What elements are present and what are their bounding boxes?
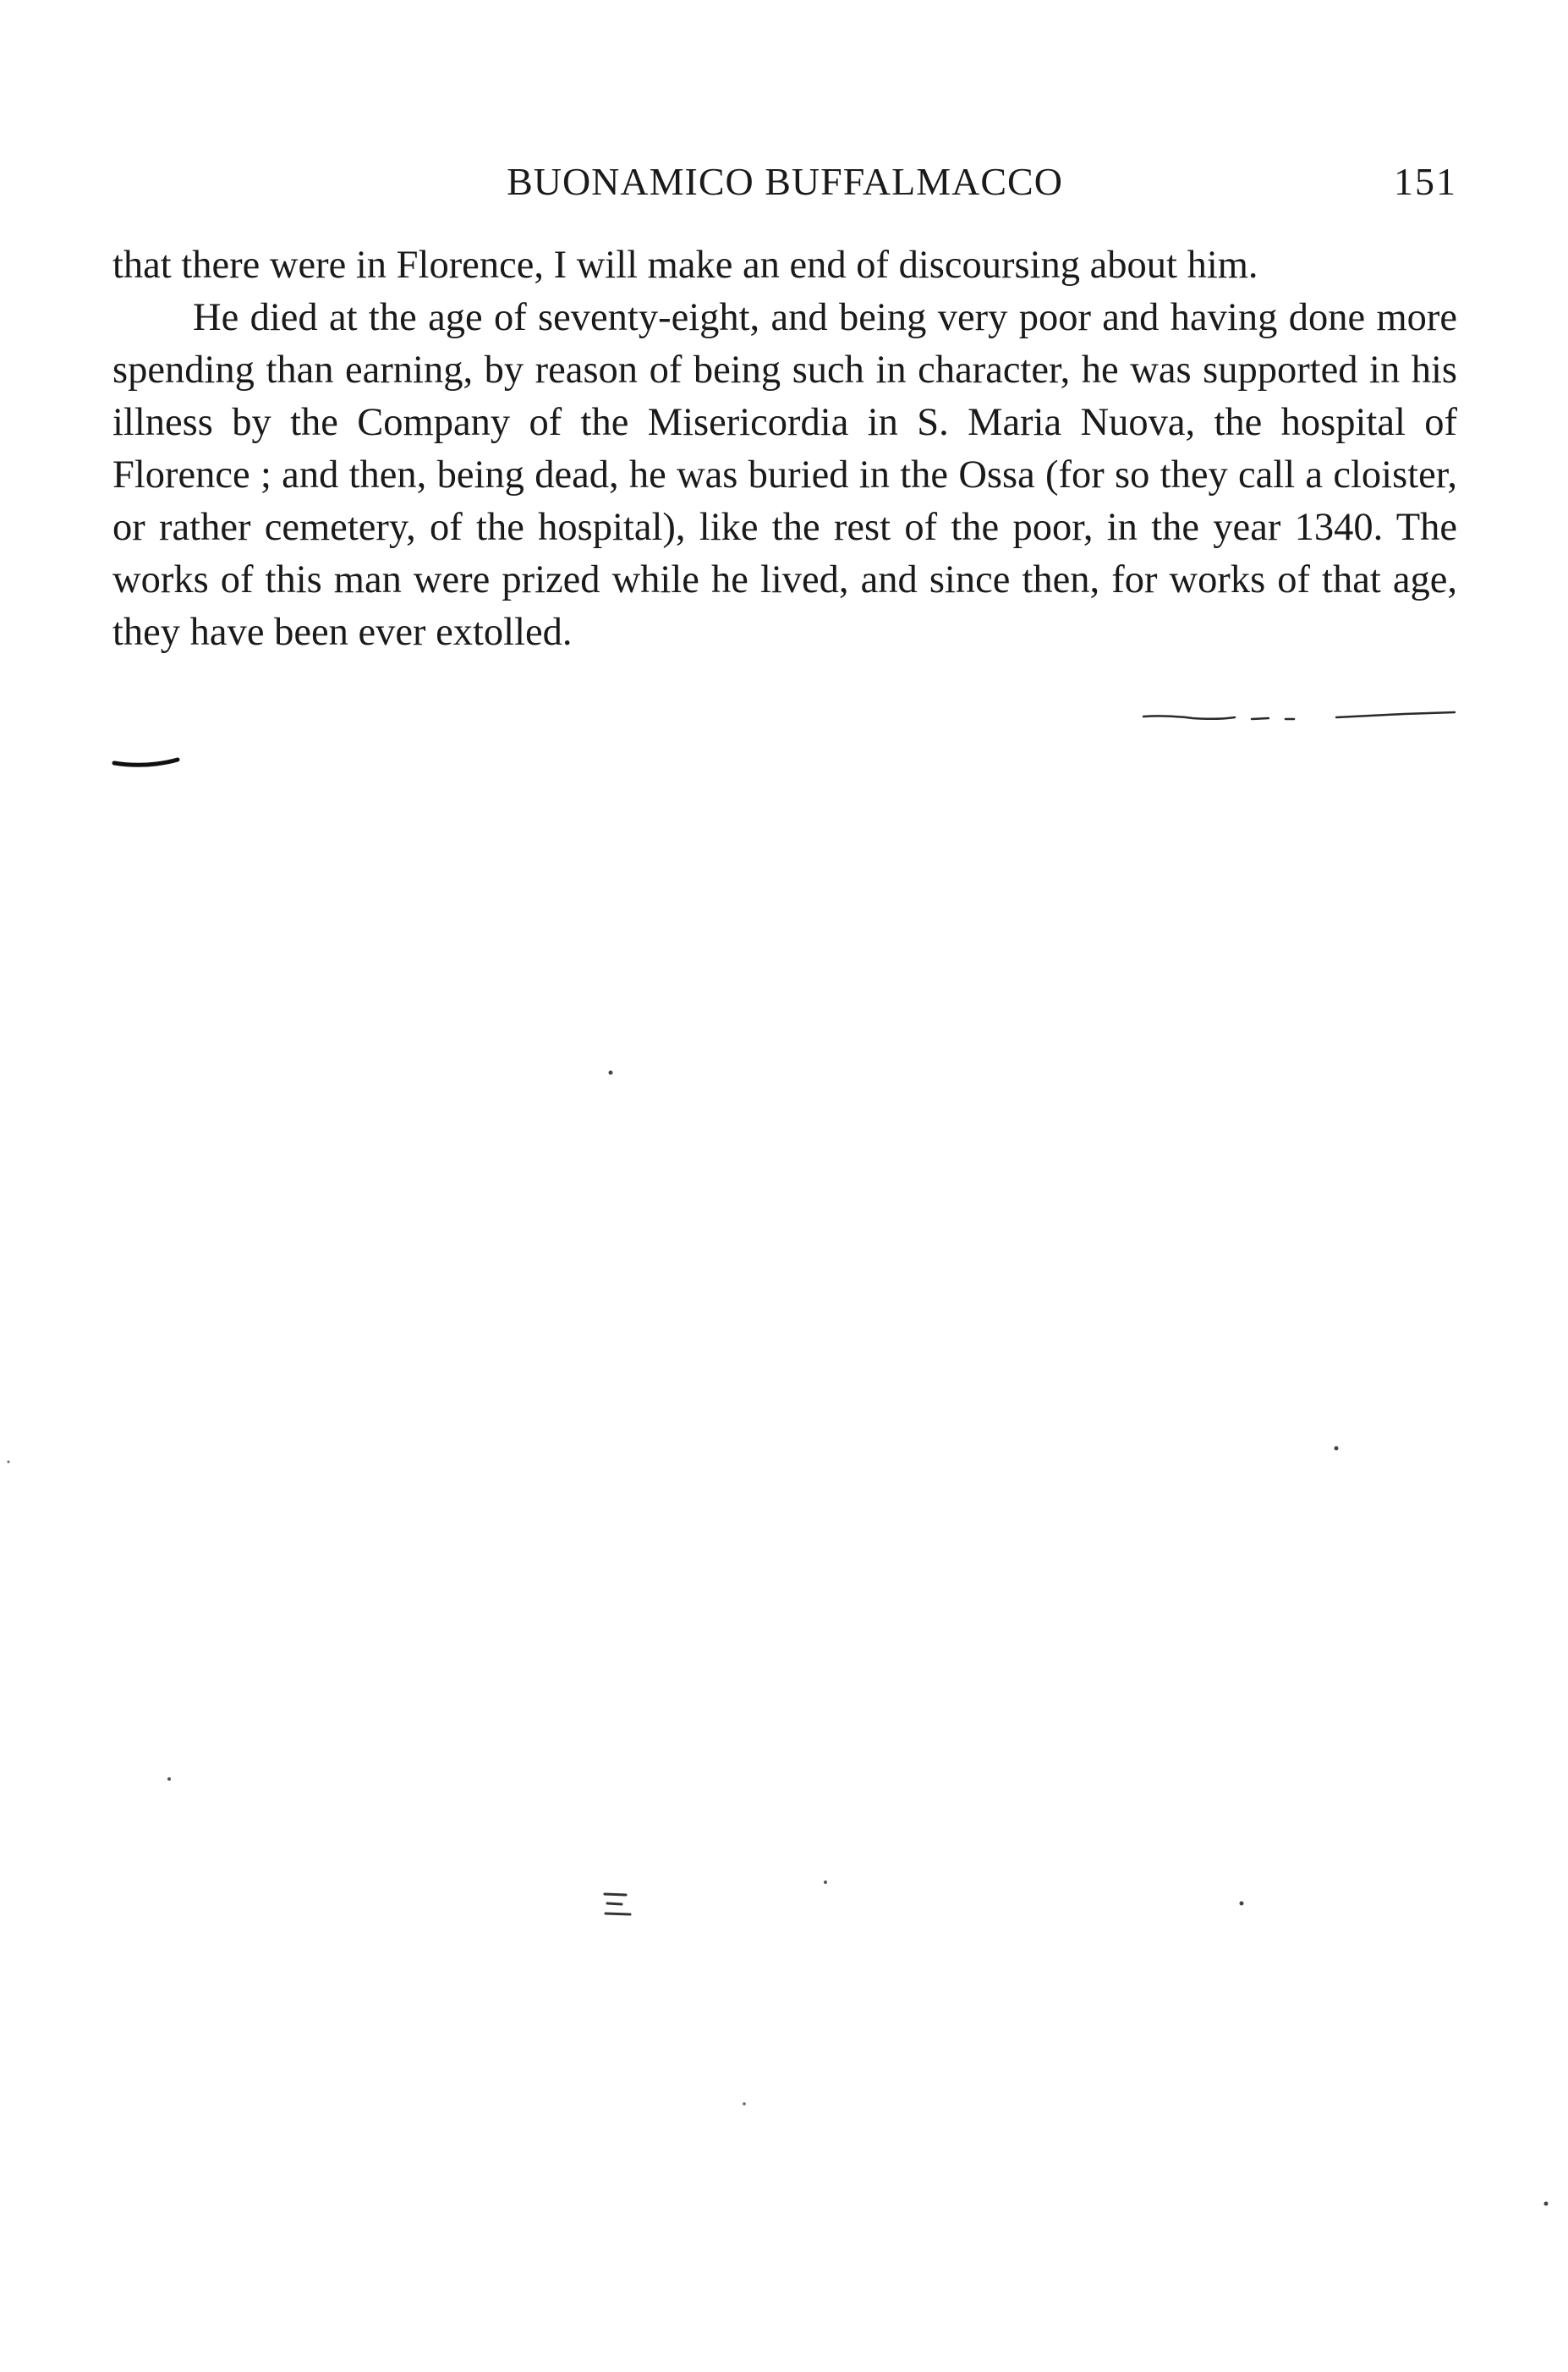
- scan-speck: [824, 1881, 827, 1884]
- running-title: BUONAMICO BUFFALMACCO: [507, 160, 1063, 203]
- page-number: 151: [1394, 160, 1457, 203]
- scan-speck: [609, 1071, 613, 1075]
- scan-smudge: [605, 1894, 630, 1914]
- scan-speck: [1335, 1447, 1339, 1451]
- scan-speck: [167, 1777, 171, 1781]
- scan-speck: [1240, 1902, 1244, 1906]
- body-text: [112, 239, 1457, 659]
- running-head: [112, 156, 1457, 207]
- pencil-underline-mark: [1143, 712, 1455, 719]
- paragraph-continued: that there were in Florence, I will make an end of discoursing about him.: [112, 244, 1258, 287]
- pencil-underline-mark: [114, 760, 178, 765]
- scan-speck: [1544, 2202, 1549, 2206]
- scan-speck: [8, 1461, 10, 1463]
- paragraph-death: He died at the age of seventy-eight, and being very poor and having done more spending than earning, by reason of being such in character, he was supported in his illness by the Company of the Misericordia in S. Maria Nuova, the hospital of Florence ; and then, being dead, he was buried in the Ossa (for so they call a cloister, or rather cemetery, of the hospital), like the rest of the poor, in the year 1340. The works of this man were prized while he lived, and since then, for works of that age, they have been ever extolled.: [112, 296, 1457, 654]
- scan-speck: [743, 2102, 746, 2106]
